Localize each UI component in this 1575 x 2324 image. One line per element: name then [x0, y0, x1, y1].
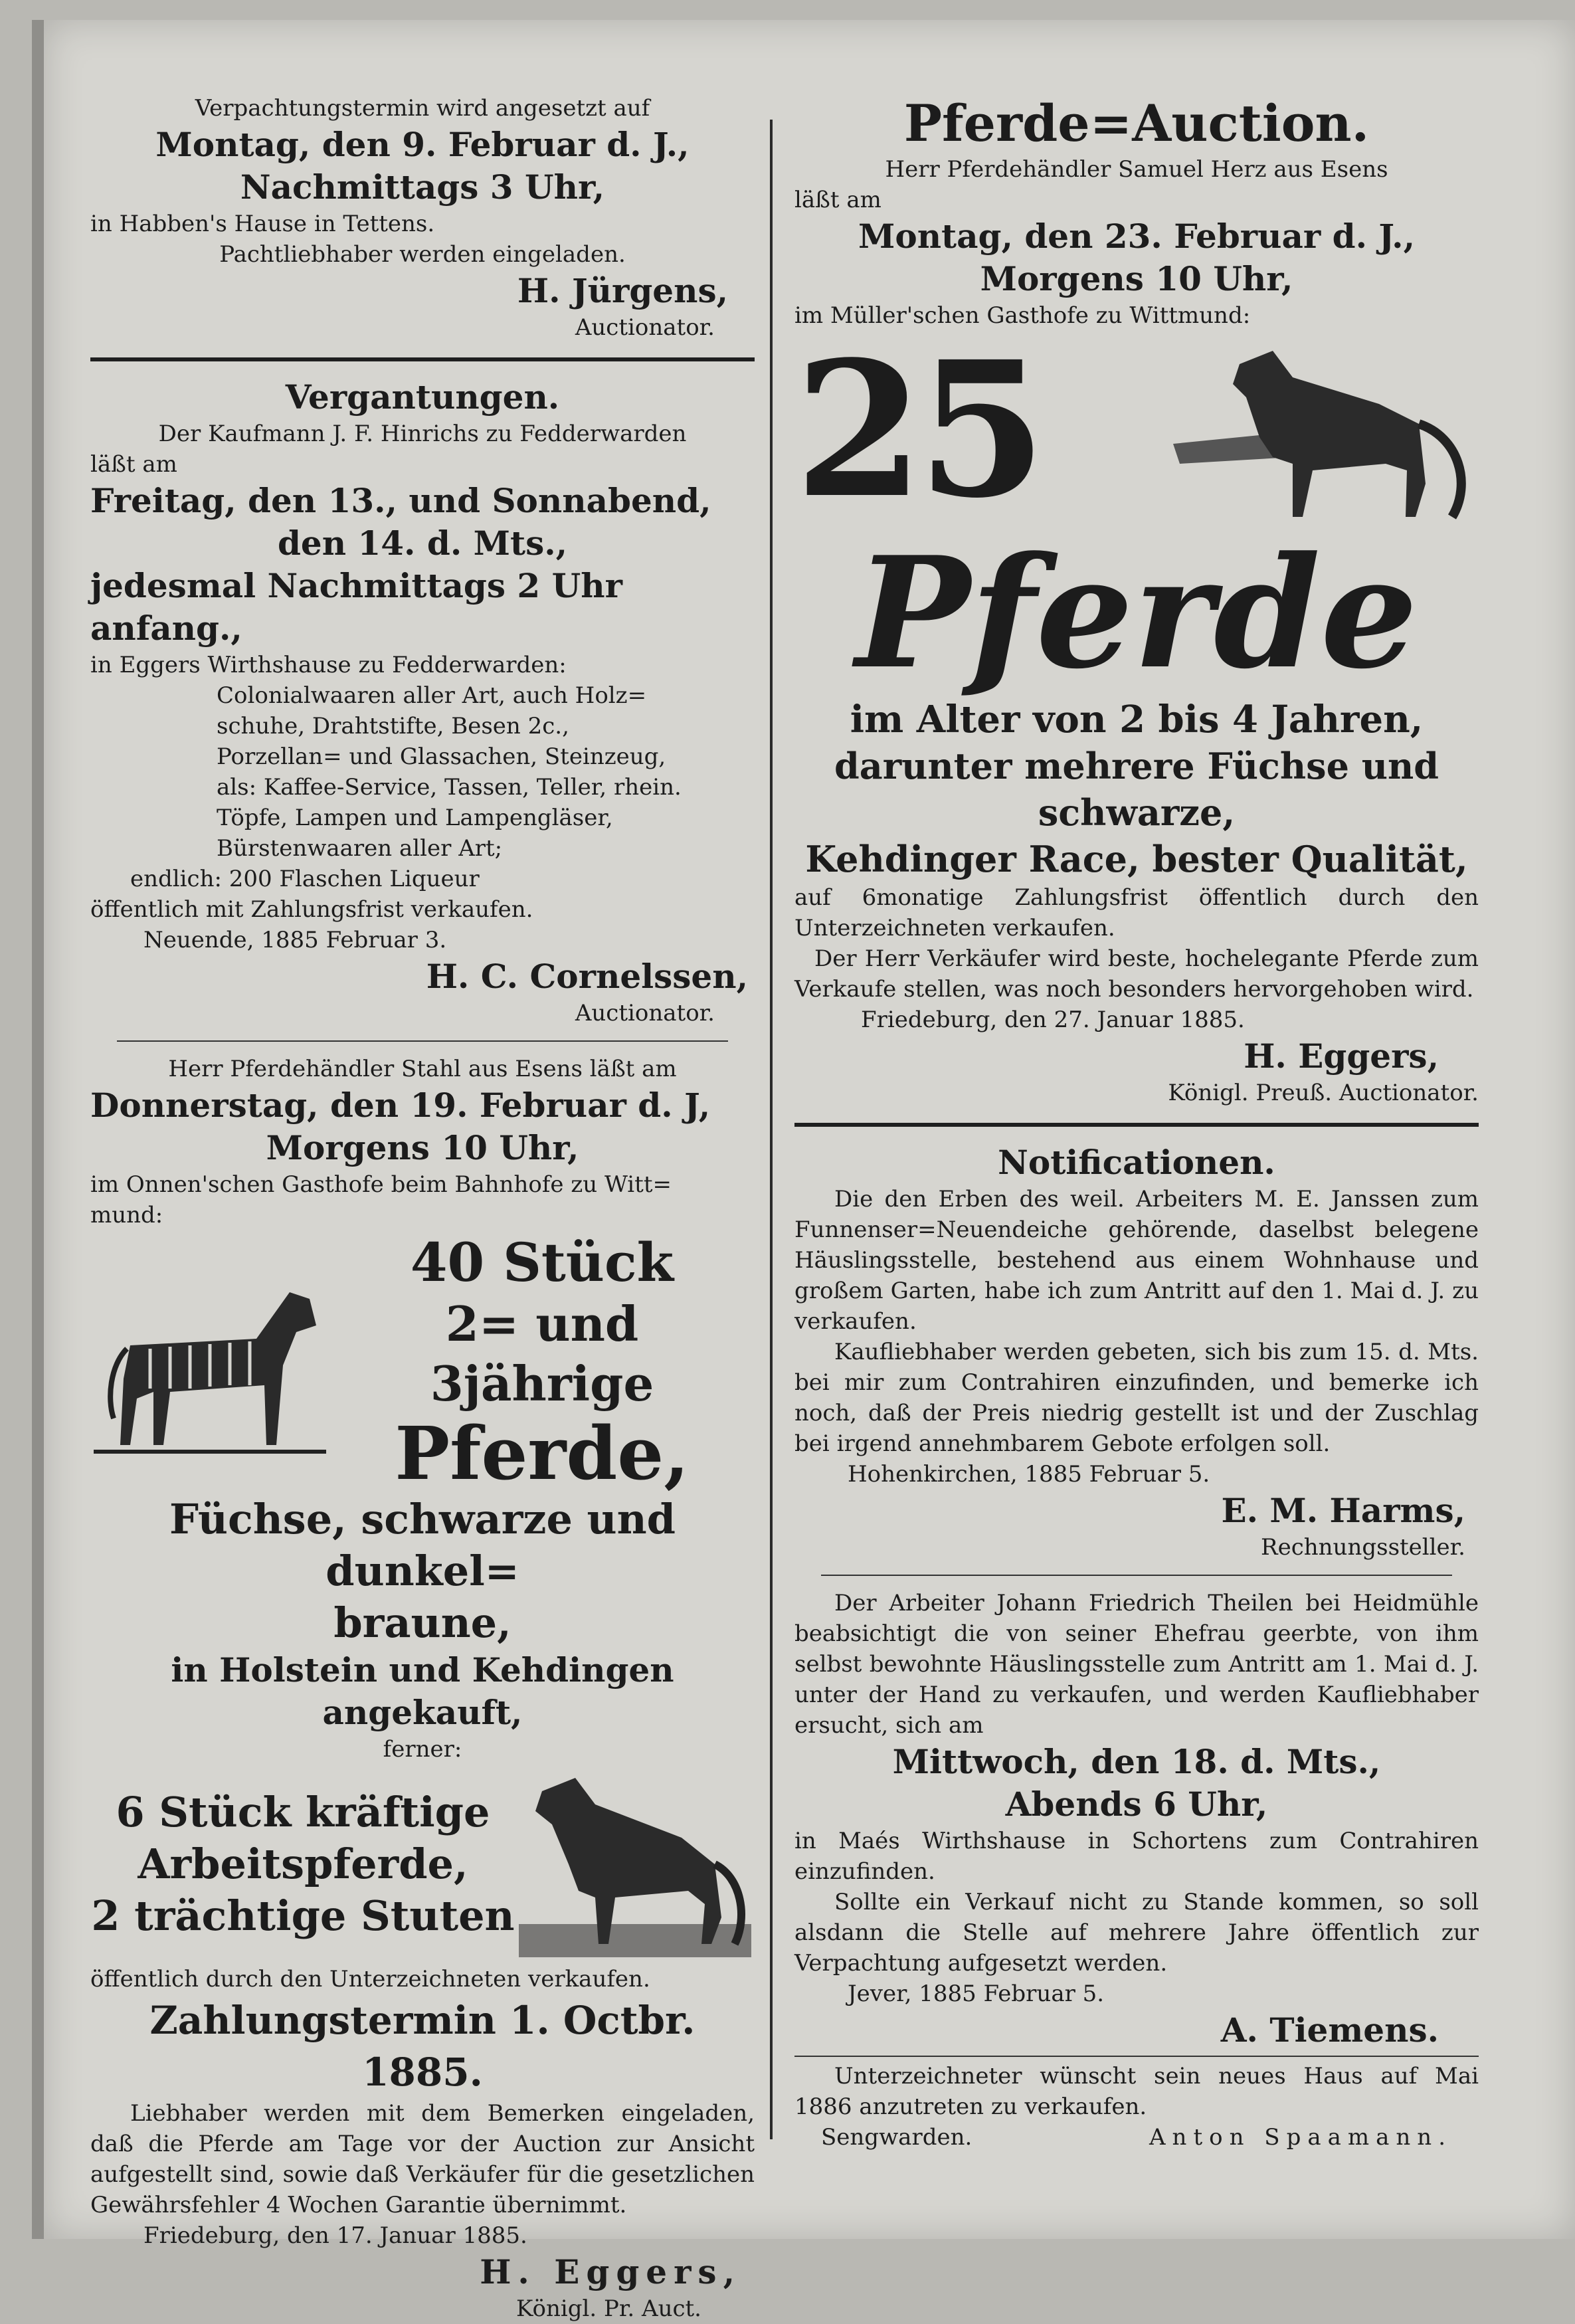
section-heading: Notificationen.	[998, 1143, 1275, 1182]
ad-text: in Habben's Hause in Tettens.	[90, 211, 435, 237]
signature: H. Jürgens,	[517, 271, 728, 310]
big-number: 25	[794, 321, 1040, 539]
ad-date-heading: den 14. d. Mts.,	[277, 524, 568, 563]
signature: A. Tiemens.	[1220, 2010, 1439, 2050]
ad-date-heading: Montag, den 23. Februar d. J.,	[858, 217, 1415, 256]
ad-text: endlich: 200 Flaschen Liqueur	[130, 866, 480, 892]
left-column	[90, 93, 755, 2324]
ad-text: im Müller'schen Gasthofe zu Wittmund:	[794, 302, 1251, 329]
signature: E. M. Harms,	[1221, 1491, 1465, 1530]
signature: H. Eggers,	[1244, 1036, 1439, 1076]
ad-date: Friedeburg, den 17. Januar 1885.	[143, 2222, 527, 2249]
ad-vergantungen	[90, 376, 755, 1028]
horse-illustration	[515, 1765, 755, 1964]
section-rule	[117, 1040, 728, 1042]
ad-paragraph: Kaufliebhaber werden gebeten, sich bis zum 15. d. Mts. bei mir zum Contrahiren einzufinden, und bemerke ich noch, daß der Preis niedrig gestellt ist und der Zuschlag bei irgend annehmbarem Gebote erfolgen soll.	[794, 1339, 1479, 1457]
signature: H. Eggers,	[480, 2252, 741, 2291]
ad-date-heading: Donnerstag, den 19. Februar d. J,	[90, 1086, 711, 1125]
ad-date: Friedeburg, den 27. Januar 1885.	[861, 1007, 1245, 1033]
ad-time-heading: jedesmal Nachmittags 2 Uhr anfang.,	[90, 566, 622, 648]
ad-text: im Onnen'schen Gasthofe beim Bahnhofe zu Witt=	[90, 1171, 672, 1198]
signature-row	[794, 2122, 1479, 2153]
ad-text: Herr Pferdehändler Stahl aus Esens läßt am	[168, 1056, 677, 1082]
ad-big-text: Pferde,	[395, 1410, 690, 1496]
ad-time-heading: Nachmittags 3 Uhr,	[240, 167, 605, 207]
ad-theilen	[794, 1588, 1479, 2052]
ad-spaamann	[794, 2061, 1479, 2153]
item-line: Töpfe, Lampen und Lampengläser,	[217, 805, 613, 831]
signature-role: Auctionator.	[575, 1000, 715, 1026]
ad-paragraph: Der Arbeiter Johann Friedrich Theilen bei Heidmühle beabsichtigt die von seiner Ehefrau geerbte, von ihm selbst bewohnte Häuslingsstelle zum Antritt am 1. Mai d. J. unter der Hand zu verkaufen, und werden Kaufliebhaber ersucht, sich am	[794, 1590, 1479, 1739]
ad-paragraph: auf 6monatige Zahlungsfrist öffentlich durch den Unterzeichneten verkaufen.	[794, 884, 1479, 941]
ad-text: Herr Pferdehändler Samuel Herz aus Esens	[885, 156, 1388, 183]
ad-big-text: im Alter von 2 bis 4 Jahren,	[850, 698, 1424, 741]
ad-date: Hohenkirchen, 1885 Februar 5.	[848, 1461, 1210, 1488]
ad-big-text: Kehdinger Race, bester Qualität,	[805, 838, 1468, 880]
horse-block	[90, 1230, 755, 1494]
ad-text: in Eggers Wirthshause zu Fedderwarden:	[90, 652, 567, 678]
ad-notificationen	[794, 1141, 1479, 1563]
newspaper-page	[32, 20, 1575, 2322]
ad-paragraph: Die den Erben des weil. Arbeiters M. E. Janssen zum Funnenser=Neuendeiche gehörende, daselbst belegene Häuslingsstelle, bestehend aus einem Wohnhause und großem Garten, habe ich zum Antritt auf den 1. Mai d. J. zu verkaufen.	[794, 1186, 1479, 1335]
ad-paragraph: in Maés Wirthshause in Schortens zum Contrahiren einzufinden.	[794, 1828, 1479, 1885]
striped-horse-illustration	[90, 1266, 329, 1458]
ad-text: läßt am	[90, 451, 177, 478]
horse-illustration	[1160, 331, 1479, 530]
ad-paragraph: Der Herr Verkäufer wird beste, hochelegante Pferde zum Verkaufe stellen, was noch besonders hervorgehoben wird.	[794, 945, 1479, 1003]
ad-date: Jever, 1885 Februar 5.	[848, 1981, 1105, 2007]
item-line: als: Kaffee-Service, Tassen, Teller, rhein.	[217, 774, 682, 801]
ad-big-text: darunter mehrere Füchse und schwarze,	[834, 745, 1439, 834]
ad-big-text: 2= und 3jährige	[430, 1296, 654, 1412]
ad-pferde-stahl	[90, 1054, 755, 2324]
ad-text: Verpachtungstermin wird angesetzt auf	[195, 95, 650, 122]
section-rule	[794, 1123, 1479, 1127]
signature: Anton Spaamann.	[1149, 2124, 1452, 2151]
item-line: Bürstenwaaren aller Art;	[217, 835, 503, 862]
ad-text: Pachtliebhaber werden eingeladen.	[219, 241, 626, 268]
ad-place: Sengwarden.	[821, 2124, 973, 2151]
ad-text: läßt am	[794, 187, 881, 213]
ad-big-text: 2 trächtige Stuten	[91, 1891, 515, 1940]
section-rule	[821, 1575, 1452, 1576]
ad-date: Neuende, 1885 Februar 3.	[143, 927, 447, 953]
ad-big-text: Füchse, schwarze und dunkel=	[169, 1495, 676, 1595]
ad-date-heading: Freitag, den 13., und Sonnabend,	[90, 481, 711, 520]
ad-text: in Holstein und Kehdingen angekauft,	[171, 1650, 674, 1732]
signature-role: Königl. Pr. Auct.	[516, 2295, 701, 2322]
ad-paragraph: Unterzeichneter wünscht sein neues Haus auf Mai 1886 anzutreten zu verkaufen.	[794, 2063, 1479, 2120]
ad-time-heading: Morgens 10 Uhr,	[266, 1128, 579, 1167]
section-heading: Pferde=Auction.	[903, 94, 1370, 153]
ad-paragraph: Liebhaber werden mit dem Bemerken eingeladen, daß die Pferde am Tage vor der Auction zur Ansicht aufgestellt sind, sowie daß Verkäufer für die gesetzlichen Gewährsfehler 4 Wochen Garantie übernimmt.	[90, 2100, 755, 2218]
signature-role: Rechnungssteller.	[1261, 1534, 1465, 1561]
ad-big-text: 6 Stück kräftige	[116, 1788, 490, 1836]
ad-date-heading: Mittwoch, den 18. d. Mts.,	[892, 1742, 1381, 1781]
item-line: Colonialwaaren aller Art, auch Holz=	[217, 682, 647, 709]
ad-text: ferner:	[383, 1736, 462, 1763]
big-number-block	[794, 321, 1479, 539]
ad-text: Der Kaufmann J. F. Hinrichs zu Fedderwarden	[158, 421, 687, 447]
ad-big-text: Arbeitspferde,	[138, 1840, 468, 1888]
ad-time-heading: Abends 6 Uhr,	[1005, 1785, 1268, 1824]
ad-pferde-auction	[794, 93, 1479, 1108]
ad-verpachtung	[90, 93, 755, 343]
section-heading: Vergantungen.	[285, 377, 560, 417]
ad-time-heading: Morgens 10 Uhr,	[980, 259, 1293, 298]
big-word: Pferde	[855, 524, 1418, 703]
signature-role: Auctionator.	[575, 314, 715, 341]
column-divider	[770, 120, 773, 2139]
section-rule	[90, 357, 755, 361]
ad-big-text: 40 Stück	[410, 1231, 674, 1294]
horse-block-2	[90, 1765, 755, 1964]
signature: H. C. Cornelssen,	[426, 957, 748, 996]
item-line: Porzellan= und Glassachen, Steinzeug,	[217, 743, 666, 770]
right-column	[794, 93, 1479, 2153]
ad-text: öffentlich mit Zahlungsfrist verkaufen.	[90, 896, 533, 923]
ad-paragraph: Sollte ein Verkauf nicht zu Stande kommen, so soll alsdann die Stelle auf mehrere Jahre öffentlich zur Verpachtung aufgesetzt werden.	[794, 1889, 1479, 1977]
payment-term: Zahlungstermin 1. Octbr. 1885.	[149, 1998, 695, 2095]
ad-text: mund:	[90, 1202, 163, 1228]
signature-role: Königl. Preuß. Auctionator.	[1168, 1080, 1479, 1106]
ad-date-heading: Montag, den 9. Februar d. J.,	[155, 125, 690, 164]
ad-big-text: braune,	[333, 1598, 511, 1647]
section-rule	[794, 2056, 1479, 2057]
item-line: schuhe, Drahtstifte, Besen 2c.,	[217, 713, 569, 739]
ad-text: öffentlich durch den Unterzeichneten verkaufen.	[90, 1966, 650, 1992]
